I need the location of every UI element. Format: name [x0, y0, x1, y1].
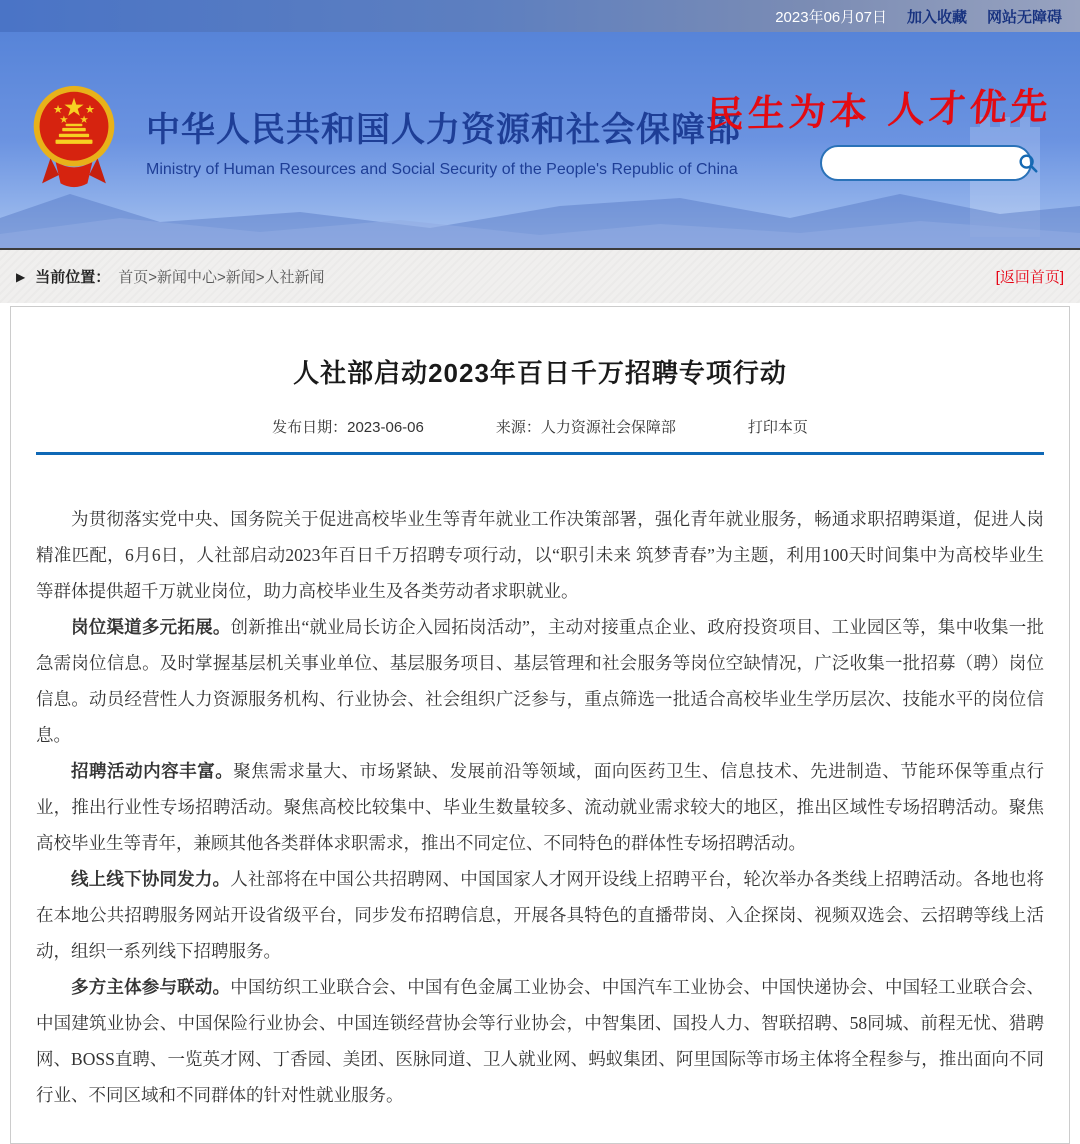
search-button[interactable]: [1017, 150, 1039, 176]
article-paragraph: 招聘活动内容丰富。聚焦需求量大、市场紧缺、发展前沿等领域，面向医药卫生、信息技术、先进制造、节能环保等重点行业，推出行业性专场招聘活动。聚焦高校比较集中、毕业生数量较多、流动就业需求较大的地区，推出区域性专场招聘活动。聚焦高校毕业生等青年，兼顾其他各类群体求职需求，推出不同定位、不同特色的群体性专场招聘活动。: [36, 761, 1045, 853]
article-source: [496, 416, 676, 437]
calligraphy-slogan: 民生为本 人才优先: [706, 83, 1053, 137]
article-paragraph: 线上线下协同发力。人社部将在中国公共招聘网、中国国家人才网开设线上招聘平台，轮次举办各类线上招聘活动。各地也将在本地公共招聘服务网站开设省级平台，同步发布招聘信息，开展各具特色的直播带岗、入企探岗、视频双选会、云招聘等线上活动，组织一系列线下招聘服务。: [36, 869, 1044, 961]
publish-date-value: 2023-06-06: [347, 419, 424, 436]
article-paragraph: 多方主体参与联动。中国纺织工业联合会、中国有色金属工业协会、中国汽车工业协会、中国快递协会、中国轻工业联合会、中国建筑业协会、中国保险行业协会、中国连锁经营协会等行业协会，中智集团、国投人力、智联招聘、58同城、前程无忧、猎聘网、BOSS直聘、一览英才网、丁香园、美团、医脉同道、卫人就业网、蚂蚁集团、阿里国际等市场主体将全程参与，推出面向不同行业、不同区域和不同群体的针对性就业服务。: [36, 977, 1044, 1105]
article-paragraph: 为贯彻落实党中央、国务院关于促进高校毕业生等青年就业工作决策部署，强化青年就业服务，畅通求职招聘渠道，促进人岗精准匹配，6月6日，人社部启动2023年百日千万招聘专项行动，以“职引未来 筑梦青春”为主题，利用100天时间集中为高校毕业生等群体提供超千万就业岗位，助力高校毕业生及各类劳动者求职就业。: [36, 509, 1044, 601]
publish-date-label: 发布日期：: [272, 419, 348, 436]
site-header: [0, 32, 1080, 248]
breadcrumb-path[interactable]: 首页>新闻中心>新闻>人社新闻: [118, 269, 325, 286]
national-emblem-logo[interactable]: [32, 84, 116, 192]
search-input[interactable]: [836, 150, 1017, 176]
current-date: 2023年06月07日: [775, 8, 887, 26]
article-body: [36, 501, 1044, 1113]
breadcrumb-label: 当前位置：: [35, 269, 111, 286]
breadcrumb-bar: [0, 248, 1080, 303]
search-icon: [1017, 152, 1039, 174]
site-title-cn: 中华人民共和国人力资源和社会保障部: [146, 111, 741, 149]
accessibility-link[interactable]: 网站无障碍: [986, 8, 1062, 26]
back-home-link[interactable]: [返回首页]: [995, 269, 1064, 286]
breadcrumb-arrow-icon: ▶: [16, 269, 26, 284]
article-container: [10, 306, 1070, 1144]
publish-date: [272, 416, 424, 437]
site-title-block: [146, 84, 741, 179]
top-utility-bar: [0, 0, 1080, 32]
site-title-en: Ministry of Human Resources and Social Security of the People's Republic of China: [146, 161, 738, 178]
article-paragraph: 岗位渠道多元拓展。创新推出“就业局长访企入园拓岗活动”，主动对接重点企业、政府投资项目、工业园区等，集中收集一批急需岗位信息。及时掌握基层机关事业单位、基层服务项目、基层管理和社会服务等岗位空缺情况，广泛收集一批招募（聘）岗位信息。动员经营性人力资源服务机构、行业协会、社会组织广泛参与，重点筛选一批适合高校毕业生学历层次、技能水平的岗位信息。: [36, 617, 1045, 745]
site-search: [820, 145, 1032, 181]
article-meta: [36, 416, 1044, 437]
source-value: 人力资源社会保障部: [540, 419, 676, 436]
site-brand: [32, 84, 741, 192]
title-divider-rule: [36, 452, 1044, 455]
print-page-button[interactable]: 打印本页: [747, 419, 808, 436]
source-label: 来源：: [495, 419, 541, 436]
article-title: 人社部启动2023年百日千万招聘专项行动: [293, 358, 787, 388]
add-favorite-link[interactable]: 加入收藏: [906, 8, 967, 26]
